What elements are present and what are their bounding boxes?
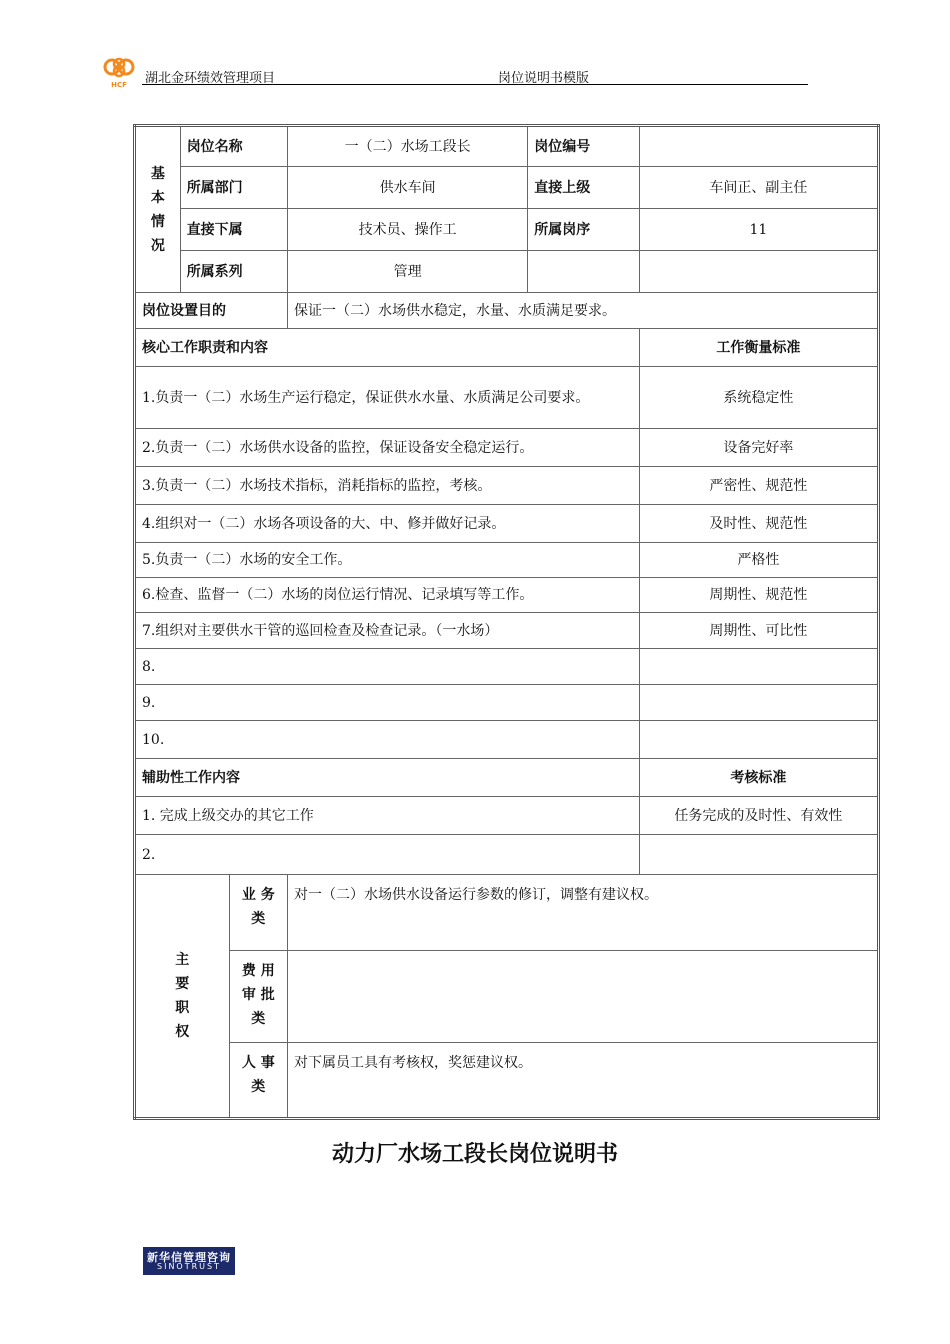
core-duties-header: 核心工作职责和内容 [135, 329, 640, 367]
superior-value: 车间正、副主任 [639, 167, 878, 209]
core-duty-standard: 设备完好率 [639, 429, 878, 467]
core-duty-text: 6.检查、监督一（二）水场的岗位运行情况、记录填写等工作。 [135, 578, 640, 613]
core-row [135, 467, 879, 505]
purpose-value: 保证一（二）水场供水稳定，水量、水质满足要求。 [288, 293, 879, 329]
purpose-row [135, 293, 879, 329]
core-row [135, 721, 879, 759]
core-duty-text: 4.组织对一（二）水场各项设备的大、中、修并做好记录。 [135, 505, 640, 543]
post-name-label: 岗位名称 [180, 126, 287, 167]
authority-section-label: 主 要 职 权 [135, 875, 230, 1119]
core-row [135, 685, 879, 721]
core-duty-text: 3.负责一（二）水场技术指标，消耗指标的监控，考核。 [135, 467, 640, 505]
core-duty-standard: 及时性、规范性 [639, 505, 878, 543]
aux-row [135, 835, 879, 875]
aux-work-text: 1. 完成上级交办的其它工作 [135, 797, 640, 835]
aux-work-standard: 任务完成的及时性、有效性 [639, 797, 878, 835]
core-row [135, 543, 879, 578]
personnel-authority-value: 对下属员工具有考核权，奖惩建议权。 [288, 1043, 879, 1119]
hcf-logo [100, 55, 138, 89]
core-row [135, 505, 879, 543]
aux-standard-header: 考核标准 [639, 759, 878, 797]
personnel-authority-label: 人 事 类 [229, 1043, 287, 1119]
post-code-label: 岗位编号 [528, 126, 640, 167]
basic-row-4 [135, 251, 879, 293]
expense-authority-value [288, 951, 879, 1043]
core-row [135, 367, 879, 429]
sequence-label: 所属岗序 [528, 209, 640, 251]
empty-cell [528, 251, 640, 293]
basic-row-3 [135, 209, 879, 251]
core-row [135, 429, 879, 467]
core-duty-text: 9. [135, 685, 640, 721]
aux-row [135, 797, 879, 835]
basic-info-section-label: 基 本 情 况 [135, 126, 181, 293]
authority-row [135, 875, 879, 951]
core-duty-standard [639, 721, 878, 759]
core-duty-text: 5.负责一（二）水场的安全工作。 [135, 543, 640, 578]
authority-row [135, 951, 879, 1043]
core-duty-text: 10. [135, 721, 640, 759]
core-duty-standard [639, 685, 878, 721]
page-header [100, 55, 808, 87]
post-code-value [639, 126, 878, 167]
header-rule [142, 84, 808, 85]
department-label: 所属部门 [180, 167, 287, 209]
core-duty-standard: 严格性 [639, 543, 878, 578]
sinotrust-logo-en: SINOTRUST [157, 1262, 221, 1271]
core-duty-standard: 周期性、可比性 [639, 613, 878, 649]
core-duty-text: 7.组织对主要供水干管的巡回检查及检查记录。（一水场） [135, 613, 640, 649]
basic-row-1 [135, 126, 879, 167]
purpose-label: 岗位设置目的 [135, 293, 288, 329]
business-authority-label: 业 务 类 [229, 875, 287, 951]
superior-label: 直接上级 [528, 167, 640, 209]
aux-work-text: 2. [135, 835, 640, 875]
subordinate-label: 直接下属 [180, 209, 287, 251]
sinotrust-logo-cn: 新华信管理咨询 [147, 1251, 231, 1264]
subordinate-value: 技术员、操作工 [288, 209, 528, 251]
job-description-table [133, 124, 880, 1120]
header-doc-type: 岗位说明书模版 [498, 71, 590, 86]
aux-work-standard [639, 835, 878, 875]
department-value: 供水车间 [288, 167, 528, 209]
core-standard-header: 工作衡量标准 [639, 329, 878, 367]
business-authority-value: 对一（二）水场供水设备运行参数的修订，调整有建议权。 [288, 875, 879, 951]
hcf-logo-text: HCF [111, 81, 127, 89]
series-label: 所属系列 [180, 251, 287, 293]
core-duty-text: 8. [135, 649, 640, 685]
basic-row-2 [135, 167, 879, 209]
core-row [135, 613, 879, 649]
core-duty-standard: 严密性、规范性 [639, 467, 878, 505]
empty-cell [639, 251, 878, 293]
core-row [135, 578, 879, 613]
aux-work-header: 辅助性工作内容 [135, 759, 640, 797]
authority-row [135, 1043, 879, 1119]
core-row [135, 649, 879, 685]
sequence-value: 11 [639, 209, 878, 251]
header-project-name: 湖北金环绩效管理项目 [145, 71, 276, 86]
expense-authority-label: 费 用 审 批 类 [229, 951, 287, 1043]
post-name-value: 一（二）水场工段长 [288, 126, 528, 167]
core-header-row [135, 329, 879, 367]
aux-header-row [135, 759, 879, 797]
core-duty-standard [639, 649, 878, 685]
core-duty-text: 2.负责一（二）水场供水设备的监控，保证设备安全稳定运行。 [135, 429, 640, 467]
core-duty-standard: 系统稳定性 [639, 367, 878, 429]
document-title: 动力厂水场工段长岗位说明书 [331, 1142, 618, 1167]
sinotrust-logo [143, 1247, 235, 1275]
core-duty-text: 1.负责一（二）水场生产运行稳定，保证供水水量、水质满足公司要求。 [135, 367, 640, 429]
series-value: 管理 [288, 251, 528, 293]
core-duty-standard: 周期性、规范性 [639, 578, 878, 613]
